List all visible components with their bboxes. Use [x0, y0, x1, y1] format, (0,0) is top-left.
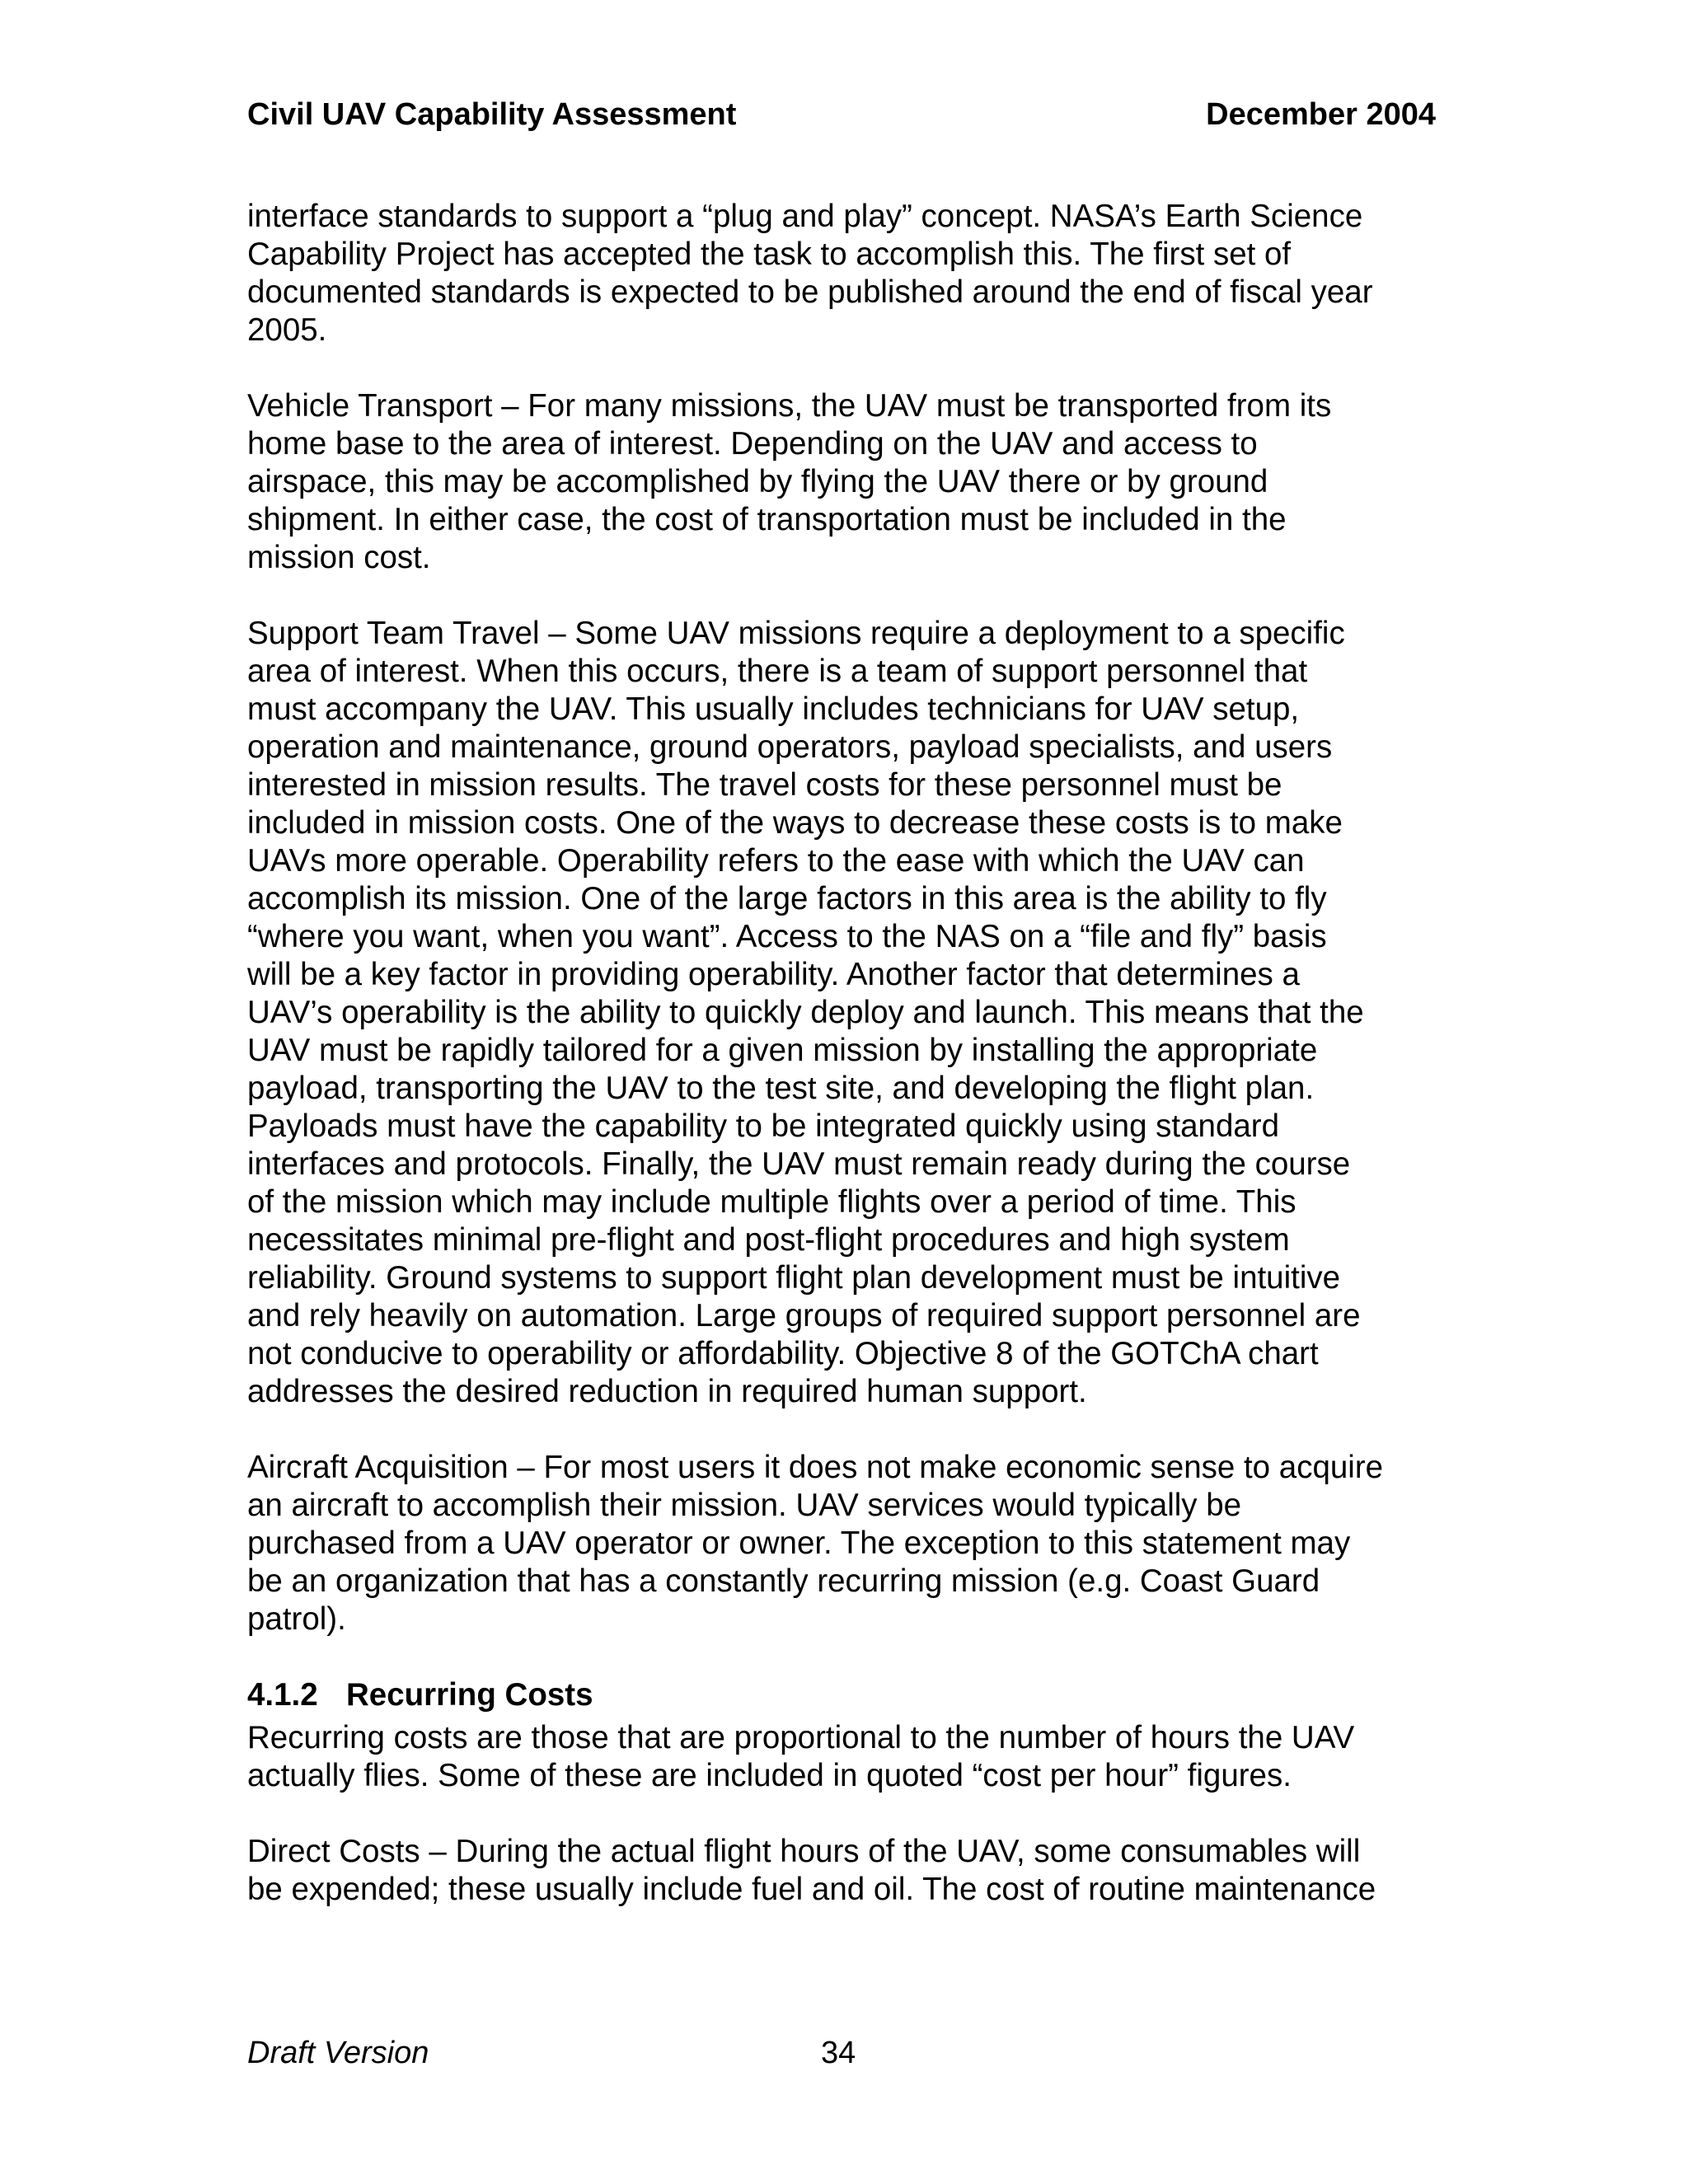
- text-line: mission cost.: [247, 540, 431, 575]
- document-date: December 2004: [1206, 97, 1436, 132]
- text-line: UAV’s operability is the ability to quickly deploy and launch. This means that the: [247, 995, 1364, 1030]
- text-line: addresses the desired reduction in required human support.: [247, 1374, 1087, 1409]
- text-line: 2005.: [247, 312, 327, 348]
- text-line: area of interest. When this occurs, there is a team of support personnel that: [247, 654, 1308, 689]
- text-line: be expended; these usually include fuel and oil. The cost of routine maintenance: [247, 1872, 1376, 1907]
- paragraph: [247, 1719, 1451, 1795]
- section-heading: [247, 1676, 1451, 1714]
- text-line: Recurring costs are those that are proportional to the number of hours the UAV: [247, 1720, 1355, 1755]
- page-number: 34: [821, 2036, 856, 2070]
- text-line: an aircraft to accomplish their mission. UAV services would typically be: [247, 1488, 1242, 1523]
- text-line: shipment. In either case, the cost of transportation must be included in the: [247, 502, 1287, 537]
- page-footer: [247, 2036, 1436, 2077]
- text-line: actually flies. Some of these are included in quoted “cost per hour” figures.: [247, 1758, 1292, 1793]
- text-line: will be a key factor in providing operability. Another factor that determines a: [247, 957, 1300, 992]
- text-line: Vehicle Transport – For many missions, the UAV must be transported from its: [247, 388, 1332, 424]
- text-line: reliability. Ground systems to support flight plan development must be intuitive: [247, 1260, 1341, 1296]
- text-line: not conducive to operability or affordability. Objective 8 of the GOTChA chart: [247, 1336, 1319, 1371]
- text-line: payload, transporting the UAV to the test site, and developing the flight plan.: [247, 1071, 1315, 1106]
- page-header: [247, 97, 1436, 138]
- document-body: [247, 198, 1451, 1947]
- draft-version-label: Draft Version: [247, 2036, 429, 2070]
- text-line: interfaces and protocols. Finally, the UAV must remain ready during the course: [247, 1146, 1351, 1182]
- text-line: and rely heavily on automation. Large groups of required support personnel are: [247, 1298, 1361, 1333]
- text-line: interface standards to support a “plug and play” concept. NASA’s Earth Science: [247, 199, 1363, 234]
- text-line: home base to the area of interest. Depending on the UAV and access to: [247, 426, 1258, 462]
- text-line: airspace, this may be accomplished by flying the UAV there or by ground: [247, 464, 1268, 499]
- text-line: UAV must be rapidly tailored for a given mission by installing the appropriate: [247, 1033, 1318, 1068]
- text-line: be an organization that has a constantly recurring mission (e.g. Coast Guard: [247, 1563, 1320, 1599]
- paragraph: [247, 615, 1451, 1411]
- text-line: Direct Costs – During the actual flight hours of the UAV, some consumables will: [247, 1834, 1361, 1869]
- text-line: purchased from a UAV operator or owner. The exception to this statement may: [247, 1526, 1351, 1561]
- text-line: documented standards is expected to be published around the end of fiscal year: [247, 274, 1373, 310]
- text-line: Payloads must have the capability to be integrated quickly using standard: [247, 1108, 1280, 1144]
- paragraph: [247, 387, 1451, 577]
- text-line: operation and maintenance, ground operators, payload specialists, and users: [247, 729, 1333, 765]
- text-line: “where you want, when you want”. Access to the NAS on a “file and fly” basis: [247, 919, 1327, 954]
- section-title: Recurring Costs: [346, 1677, 593, 1713]
- text-line: Aircraft Acquisition – For most users it does not make economic sense to acquire: [247, 1450, 1384, 1485]
- section-number: 4.1.2: [247, 1677, 318, 1713]
- text-line: UAVs more operable. Operability refers to the ease with which the UAV can: [247, 843, 1305, 879]
- paragraph: [247, 1833, 1451, 1909]
- text-line: must accompany the UAV. This usually includes technicians for UAV setup,: [247, 691, 1300, 727]
- paragraph: [247, 198, 1451, 349]
- text-line: patrol).: [247, 1601, 346, 1637]
- text-line: accomplish its mission. One of the large factors in this area is the ability to fly: [247, 881, 1327, 916]
- document-title: Civil UAV Capability Assessment: [247, 97, 737, 132]
- text-line: Capability Project has accepted the task to accomplish this. The first set of: [247, 237, 1292, 272]
- text-line: necessitates minimal pre-flight and post-flight procedures and high system: [247, 1222, 1290, 1258]
- text-line: included in mission costs. One of the ways to decrease these costs is to make: [247, 805, 1343, 841]
- text-line: Support Team Travel – Some UAV missions require a deployment to a specific: [247, 616, 1345, 651]
- text-line: interested in mission results. The travel costs for these personnel must be: [247, 767, 1282, 803]
- text-line: of the mission which may include multiple flights over a period of time. This: [247, 1184, 1296, 1220]
- paragraph: [247, 1449, 1451, 1638]
